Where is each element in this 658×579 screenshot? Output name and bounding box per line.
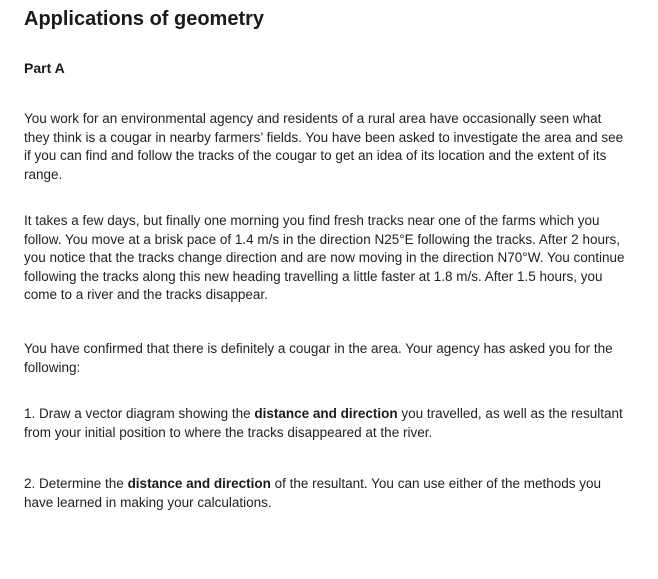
task-1-suffix: you travelled, as well as the resultant from your initial position to where the tracks disappeared at the river. [24,406,623,440]
task-2-paragraph [24,475,630,512]
task-2-suffix: of the resultant. You can use either of the methods you have learned in making your calculations. [24,476,602,510]
intro-paragraph: You work for an environmental agency and residents of a rural area have occasionally seen what they think is a cougar in nearby farmers’ fields. You have been asked to investigate the area and see if you can find and follow the tracks of the cougar to get an idea of its location and the extent of its range. [24,111,624,182]
task-2-emphasis: distance and direction [127,476,271,491]
task-2-prefix: 2. Determine the [24,476,128,491]
scenario-paragraph: It takes a few days, but finally one morning you find fresh tracks near one of the farms which you follow. You move at a brisk pace of 1.4 m/s in the direction N25°E following the tracks. After 2 hours, you notice that the tracks change direction and are now moving in the direction N70°W. You continue following the tracks along this new heading travelling a little faster at 1.8 m/s. After 1.5 hours, you come to a river and the tracks disappear. [24,213,625,303]
request-paragraph: You have confirmed that there is definitely a cougar in the area. Your agency has asked you for the following: [24,341,613,375]
task-1-paragraph [24,405,630,442]
section-heading: Part A [24,60,65,76]
task-1-emphasis: distance and direction [254,406,398,421]
task-1-prefix: 1. Draw a vector diagram showing the [24,406,255,421]
page-title: Applications of geometry [24,8,265,30]
